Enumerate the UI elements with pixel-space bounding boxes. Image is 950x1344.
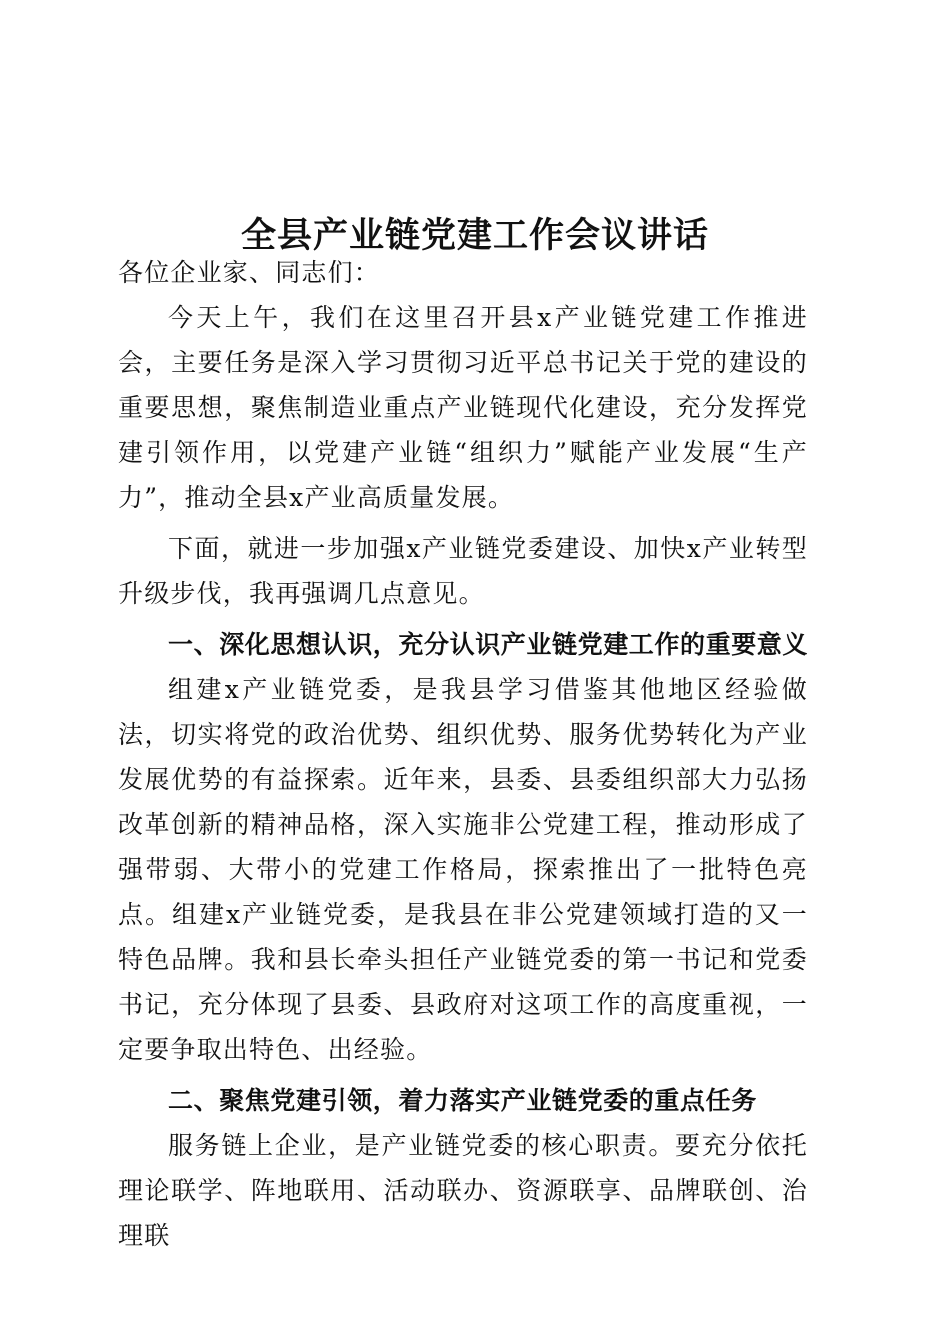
document-title: 全县产业链党建工作会议讲话 xyxy=(240,216,709,256)
section-heading-1: 一、深化思想认识，充分认识产业链党建工作的重要意义 xyxy=(168,630,809,659)
section-heading-2: 二、聚焦党建引领，着力落实产业链党委的重点任务 xyxy=(168,1086,757,1115)
document-body xyxy=(118,250,808,1258)
salutation: 各位企业家、同志们： xyxy=(118,258,381,287)
paragraph-intro: 今天上午，我们在这里召开县x产业链党建工作推进会，主要任务是深入学习贯彻习近平总书记关于党的建设的重要思想，聚焦制造业重点产业链现代化建设，充分发挥党建引领作用，以党建产业链“组织力”赋能产业发展“生产力”，推动全县x产业高质量发展。 xyxy=(118,303,808,512)
section-paragraph-2: 服务链上企业，是产业链党委的核心职责。要充分依托理论联学、阵地联用、活动联办、资源联享、品牌联创、治理联 xyxy=(118,1131,808,1250)
section-paragraph-1: 组建x产业链党委，是我县学习借鉴其他地区经验做法，切实将党的政治优势、组织优势、服务优势转化为产业发展优势的有益探索。近年来，县委、县委组织部大力弘扬改革创新的精神品格，深入实施非公党建工程，推动形成了强带弱、大带小的党建工作格局，探索推出了一批特色亮点。组建x产业链党委，是我县在非公党建领域打造的又一特色品牌。我和县长牵头担任产业链党委的第一书记和党委书记，充分体现了县委、县政府对这项工作的高度重视，一定要争取出特色、出经验。 xyxy=(118,675,808,1064)
paragraph-transition: 下面，就进一步加强x产业链党委建设、加快x产业转型升级步伐，我再强调几点意见。 xyxy=(118,534,808,608)
